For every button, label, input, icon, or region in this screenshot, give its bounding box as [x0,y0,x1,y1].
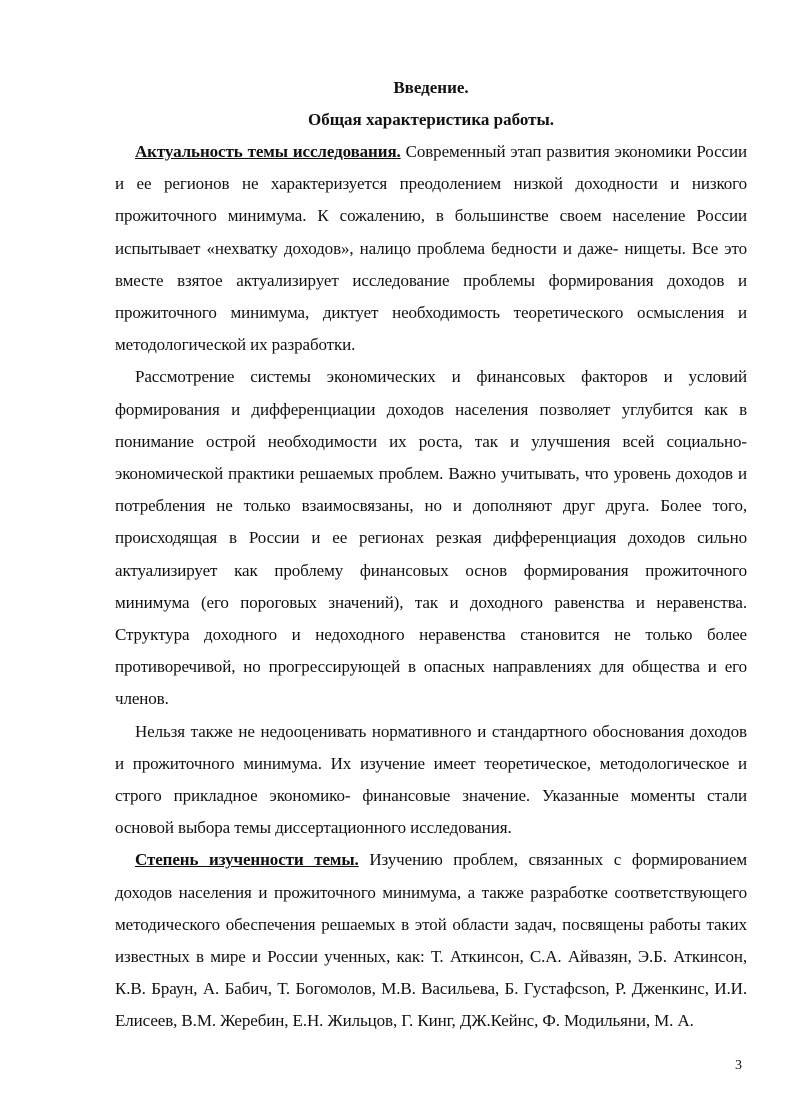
heading-introduction: Введение. [393,78,469,97]
paragraph-relevance [115,136,747,361]
heading-general-characteristics: Общая характеристика работы. [307,110,555,129]
paragraph-text-relevance: Современный этап развития экономики России и ее регионов не характеризуется преодолением низкой доходности и низкого прожиточного минимума. К сожалению, в большинстве своем население России испытывает «нехватку доходов», налицо проблема бедности и даже- нищеты. Все это вместе взятое актуализирует исследование проблемы формирования доходов и прожиточного минимума, диктует необходимость теоретического осмысления и методологической их разработки. [115,142,747,355]
paragraph-lead-degree-of-study: Степень изученности темы. [135,850,359,870]
paragraph-text-normative: Нельзя также не недооценивать нормативного и стандартного обоснования доходов и прожиточного минимума. Их изучение имеет теоретическое, методологическое и строго прикладное экономико- финансовые значение. Указанные моменты стали основой выбора темы диссертационного исследования. [115,721,747,838]
paragraph-text-factors: Рассмотрение системы экономических и финансовых факторов и условий формирования и дифференциации доходов населения позволяет углубится как в понимание острой необходимости их роста, так и улучшения всей социально-экономической практики решаемых проблем. Важно учитывать, что уровень доходов и потребления не только взаимосвязаны, но и дополняют друг друга. Более того, происходящая в России и ее регионах резкая дифференциация доходов сильно актуализирует как проблему финансовых основ формирования прожиточного минимума (его пороговых значений), так и доходного равенства и неравенства. Структура доходного и недоходного неравенства становится не только более противоречивой, но прогрессирующей в опасных направлениях для общества и его членов. [115,367,747,709]
paragraph-factors [115,361,747,715]
paragraph-lead-relevance: Актуальность темы исследования. [135,142,401,161]
paragraph-text-degree-of-study: Изучению проблем, связанных с формированием доходов населения и прожиточного минимума, а также разработке соответствующего методического обеспечения решаемых в этой области задач, посвящены работы таких известных в мире и России ученных, как: Т. Аткинсон, С.А. Айвазян, Э.Б. Аткинсон, К.В. Браун, А. Бабич, Т. Богомолов, М.В. Васильева, Б. Густафсson, Р. Дженкинс, И.И. Елисеев, В.М. Жеребин, Е.Н. Жильцов, Г. Кинг, ДЖ.Кейнс, Ф. Модильяни, М. А. [115,850,747,1031]
paragraph-degree-of-study [115,844,747,1037]
page-number: 3 [735,1058,742,1073]
document-page [115,72,747,1038]
paragraph-normative [115,716,747,845]
